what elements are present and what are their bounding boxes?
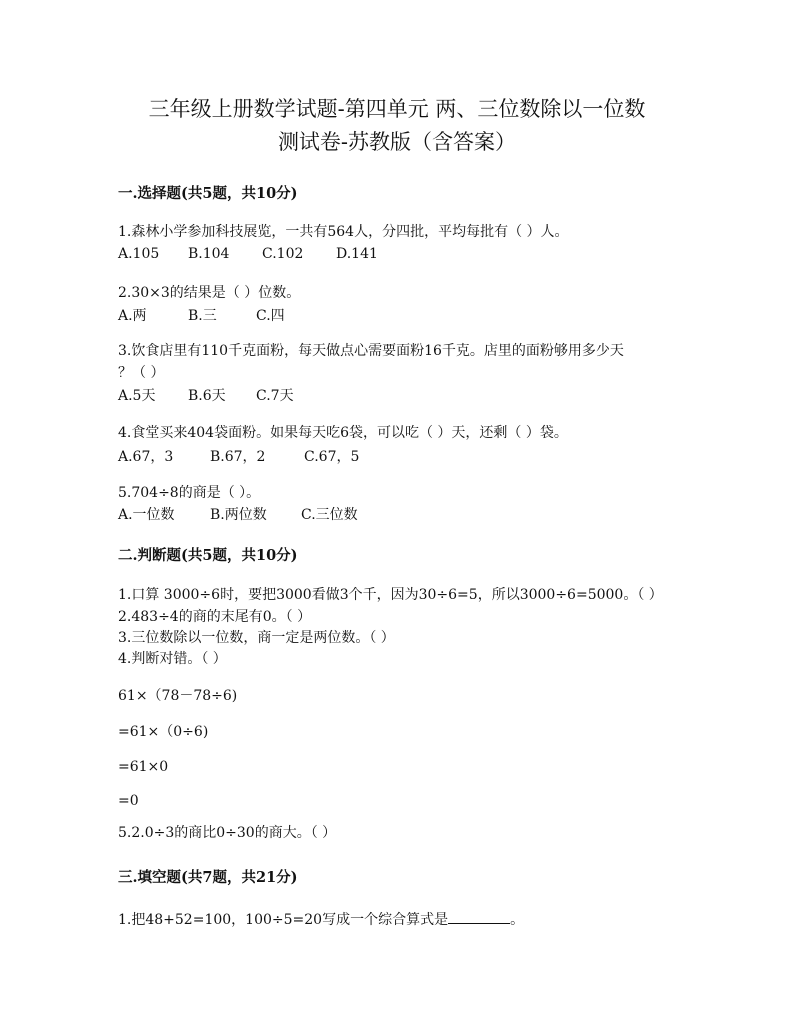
section-heading-choice: 一.选择题(共5题，共10分): [118, 185, 298, 202]
calculation-step: =61×（0÷6): [118, 724, 209, 740]
option: D.141: [336, 246, 378, 262]
calculation-step: =0: [118, 793, 139, 809]
question-options: [118, 305, 285, 325]
question-text: 4.食堂买来404袋面粉。如果每天吃6袋，可以吃（ ）天，还剩（ ）袋。: [118, 425, 568, 441]
end-mark: 。: [510, 912, 525, 928]
option: A.105: [118, 246, 160, 262]
section-heading-judgement: 二.判断题(共5题，共10分): [118, 547, 298, 564]
option: B.6天: [188, 388, 226, 404]
question-options: [118, 446, 359, 466]
calculation-step: 61×（78－78÷6): [118, 688, 238, 704]
question-text: 3.三位数除以一位数，商一定是两位数。（ ）: [118, 630, 395, 646]
question-text: 1.口算 3000÷6时，要把3000看做3个千，因为30÷6=5，所以3000÷6=5000。（ ）: [118, 587, 663, 603]
question-text: 5.704÷8的商是（ ）。: [118, 485, 261, 501]
question-options: [118, 246, 378, 262]
question-options: [118, 385, 294, 405]
calculation-step: =61×0: [118, 759, 169, 775]
option: A.5天: [118, 388, 156, 404]
option: B.三: [188, 308, 217, 324]
question-text: 2.483÷4的商的末尾有0。（ ）: [118, 609, 312, 625]
option: A.两: [118, 308, 147, 324]
option: C.四: [256, 308, 285, 324]
document-title-line2: 测试卷-苏教版（含答案）: [277, 130, 517, 154]
question-text: 1.森林小学参加科技展览，一共有564人，分四批，平均每批有（ ）人。: [118, 224, 569, 240]
question-text: 5.2.0÷3的商比0÷30的商大。（ ）: [118, 825, 337, 841]
question-text-with-blank: [118, 909, 524, 929]
option: A.一位数: [118, 507, 175, 523]
option: C.102: [262, 246, 304, 262]
question-options: [118, 504, 358, 524]
question-text-continued: ？（ ）: [118, 365, 165, 381]
answer-blank[interactable]: [448, 909, 510, 924]
option: B.67，2: [210, 449, 266, 465]
question-text: 4.判断对错。（ ）: [118, 651, 227, 667]
option: B.104: [188, 246, 230, 262]
option: B.两位数: [210, 507, 267, 523]
option: C.67，5: [304, 449, 360, 465]
question-text: 2.30×3的结果是（ ）位数。: [118, 285, 301, 301]
option: C.7天: [256, 388, 294, 404]
question-text: 1.把48+52=100，100÷5=20写成一个综合算式是: [118, 912, 449, 928]
question-text: 3.饮食店里有110千克面粉，每天做点心需要面粉16千克。店里的面粉够用多少天: [118, 343, 624, 359]
section-heading-fill-blank: 三.填空题(共7题，共21分): [118, 869, 298, 886]
document-title-line1: 三年级上册数学试题-第四单元 两、三位数除以一位数: [148, 97, 646, 121]
option: A.67，3: [118, 449, 174, 465]
option: C.三位数: [301, 507, 358, 523]
